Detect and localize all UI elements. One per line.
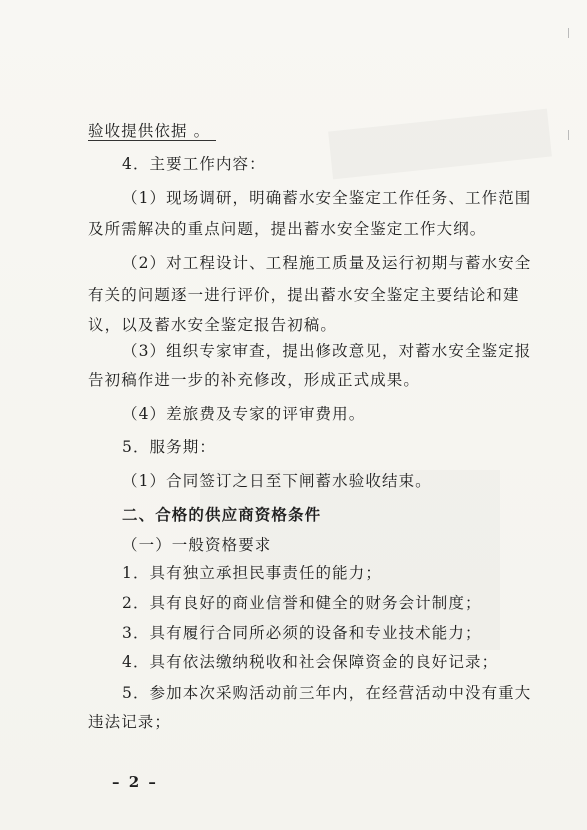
text-line: 告初稿作进一步的补充修改，形成正式成果。 — [88, 371, 421, 389]
text-line: 4．主要工作内容： — [122, 155, 266, 173]
underline — [88, 140, 216, 141]
text-line: （2）对工程设计、工程施工质量及运行初期与蓄水安全 — [122, 254, 532, 272]
text-line: （3）组织专家审查，提出修改意见，对蓄水安全鉴定报 — [122, 342, 532, 360]
text-line: 有关的问题逐一进行评价，提出蓄水安全鉴定主要结论和建 — [88, 286, 520, 304]
text-line: （1）合同签订之日至下闸蓄水验收结束。 — [122, 472, 432, 490]
text-line: 及所需解决的重点问题，提出蓄水安全鉴定工作大纲。 — [88, 220, 487, 238]
text-line: 4．具有依法缴纳税收和社会保障资金的良好记录； — [122, 653, 499, 671]
text-line: 验收提供依据 。 — [88, 122, 211, 140]
text-line: （一）一般资格要求 — [122, 536, 272, 554]
text-line: 5．参加本次采购活动前三年内，在经营活动中没有重大 — [122, 684, 532, 702]
text-line: 1．具有独立承担民事责任的能力； — [122, 564, 382, 582]
text-line: （4）差旅费及专家的评审费用。 — [122, 405, 366, 423]
page-number: – 2 – — [112, 773, 158, 791]
text-line: 2．具有良好的商业信誉和健全的财务会计制度； — [122, 594, 482, 612]
text-line: 二、合格的供应商资格条件 — [122, 505, 322, 524]
text-line: 议，以及蓄水安全鉴定报告初稿。 — [88, 316, 338, 334]
edge-mark — [568, 130, 569, 140]
show-through-shadow — [328, 109, 552, 180]
text-line: 5．服务期： — [122, 438, 216, 456]
text-line: 3．具有履行合同所必须的设备和专业技术能力； — [122, 624, 482, 642]
edge-mark — [568, 28, 569, 38]
text-line: （1）现场调研，明确蓄水安全鉴定工作任务、工作范围 — [122, 189, 532, 207]
text-line: 违法记录； — [88, 713, 172, 731]
